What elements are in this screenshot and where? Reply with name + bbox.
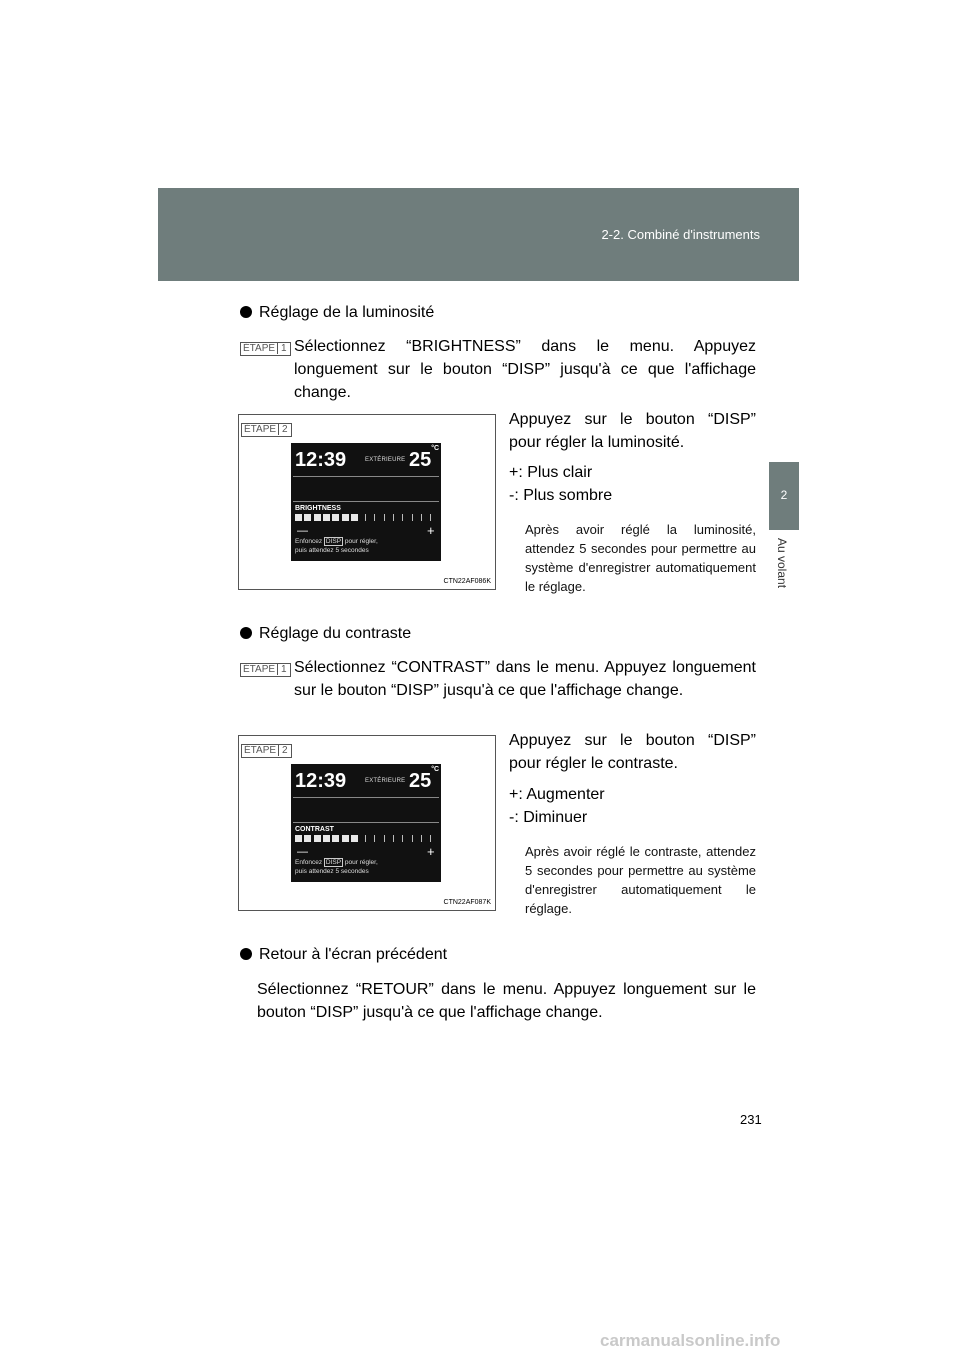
heading-brightness: Réglage de la luminosité bbox=[240, 304, 434, 322]
instruction: Enfoncez DISP pour régler, puis attendez 5 secondes bbox=[295, 859, 378, 875]
level-segment-off bbox=[412, 514, 413, 521]
level-segment-on bbox=[304, 514, 311, 521]
bullet-icon bbox=[240, 948, 252, 960]
level-segment-off bbox=[374, 835, 375, 842]
display-screen bbox=[291, 443, 441, 561]
level-segment-on bbox=[314, 835, 321, 842]
bullet-icon bbox=[240, 627, 252, 639]
level-segment-off bbox=[393, 835, 394, 842]
step2-text: Appuyez sur le bouton “DISP” pour régler le contraste. bbox=[509, 732, 756, 772]
level-segment-off bbox=[384, 835, 385, 842]
level-segment-on bbox=[351, 835, 358, 842]
level-segment-off bbox=[365, 835, 366, 842]
level-segment-on bbox=[304, 835, 311, 842]
figure-code: CTN22AF087K bbox=[443, 899, 491, 906]
section-title: 2-2. Combiné d'instruments bbox=[601, 227, 760, 242]
minus-icon: — bbox=[297, 525, 308, 537]
divider bbox=[293, 797, 439, 798]
level-segment-off bbox=[393, 514, 394, 521]
outside-label: EXTÉRIEURE bbox=[365, 778, 406, 784]
step1-tag: ÉTAPE 1 bbox=[240, 338, 291, 356]
level-segment-off bbox=[430, 514, 431, 521]
minus-label: -: Plus sombre bbox=[509, 487, 613, 504]
level-segment-on bbox=[342, 835, 349, 842]
figure-code: CTN22AF086K bbox=[443, 578, 491, 585]
instruction: Enfoncez DISP pour régler, puis attendez 5 secondes bbox=[295, 538, 378, 554]
note: Après avoir réglé le contraste, attendez 5 secondes pour permettre au système d'enregistrer automatiquement le réglage. bbox=[525, 844, 756, 916]
clock: 12:39 bbox=[295, 770, 347, 792]
divider bbox=[293, 476, 439, 477]
heading-return: Retour à l'écran précédent bbox=[240, 946, 447, 964]
level-segment-off bbox=[421, 835, 422, 842]
level-segment-on bbox=[342, 514, 349, 521]
step2-text: Appuyez sur le bouton “DISP” pour régler la luminosité. bbox=[509, 411, 756, 451]
menu-title: CONTRAST bbox=[295, 826, 334, 833]
level-segment-off bbox=[421, 514, 422, 521]
plus-icon: + bbox=[427, 523, 435, 538]
level-segment-on bbox=[323, 835, 330, 842]
chapter-label: Au volant bbox=[775, 538, 789, 589]
level-segment-off bbox=[365, 514, 366, 521]
figure-contrast bbox=[238, 735, 496, 911]
level-segment-on bbox=[295, 514, 302, 521]
menu-title: BRIGHTNESS bbox=[295, 505, 341, 512]
divider bbox=[293, 822, 439, 823]
note: Après avoir réglé la luminosité, attendez 5 secondes pour permettre au système d'enregistrer automatiquement le réglage. bbox=[525, 522, 756, 594]
level-segment-on bbox=[295, 835, 302, 842]
display-screen bbox=[291, 764, 441, 882]
level-segment-off bbox=[402, 835, 403, 842]
level-segment-on bbox=[314, 514, 321, 521]
level-bar bbox=[295, 514, 435, 522]
bullet-icon bbox=[240, 306, 252, 318]
level-segment-off bbox=[430, 835, 431, 842]
step1-text: Sélectionnez “CONTRAST” dans le menu. Appuyez longuement sur le bouton “DISP” jusqu'à ce que l'affichage change. bbox=[294, 659, 756, 699]
level-segment-on bbox=[323, 514, 330, 521]
step1-tag: ÉTAPE 1 bbox=[240, 659, 291, 677]
plus-icon: + bbox=[427, 844, 435, 859]
temperature: $25^{^\circ C}$ bbox=[409, 766, 440, 792]
divider bbox=[293, 501, 439, 502]
level-segment-off bbox=[384, 514, 385, 521]
level-segment-on bbox=[332, 835, 339, 842]
step2-tag: ÉTAPE 2 bbox=[241, 423, 292, 437]
step1-text: Sélectionnez “BRIGHTNESS” dans le menu. Appuyez longuement sur le bouton “DISP” jusqu'à ce que l'affichage change. bbox=[294, 338, 756, 401]
level-segment-on bbox=[351, 514, 358, 521]
heading-contrast: Réglage du contraste bbox=[240, 625, 411, 643]
figure-brightness bbox=[238, 414, 496, 590]
level-segment-on bbox=[332, 514, 339, 521]
plus-label: +: Augmenter bbox=[509, 786, 605, 803]
return-text: Sélectionnez “RETOUR” dans le menu. Appuyez longuement sur le bouton “DISP” jusqu'à ce que l'affichage change. bbox=[257, 981, 756, 1021]
level-segment-off bbox=[412, 835, 413, 842]
level-bar bbox=[295, 835, 435, 843]
plus-label: +: Plus clair bbox=[509, 464, 593, 481]
step2-tag: ÉTAPE 2 bbox=[241, 744, 292, 758]
page-number: 231 bbox=[740, 1112, 762, 1127]
temperature: $25^{^\circ C}$ bbox=[409, 445, 440, 471]
chapter-number: 2 bbox=[780, 488, 788, 502]
level-segment-off bbox=[374, 514, 375, 521]
level-segment-off bbox=[402, 514, 403, 521]
minus-icon: — bbox=[297, 846, 308, 858]
watermark: carmanualsonline.info bbox=[600, 1331, 781, 1350]
minus-label: -: Diminuer bbox=[509, 809, 588, 826]
clock: 12:39 bbox=[295, 449, 347, 471]
outside-label: EXTÉRIEURE bbox=[365, 457, 406, 463]
